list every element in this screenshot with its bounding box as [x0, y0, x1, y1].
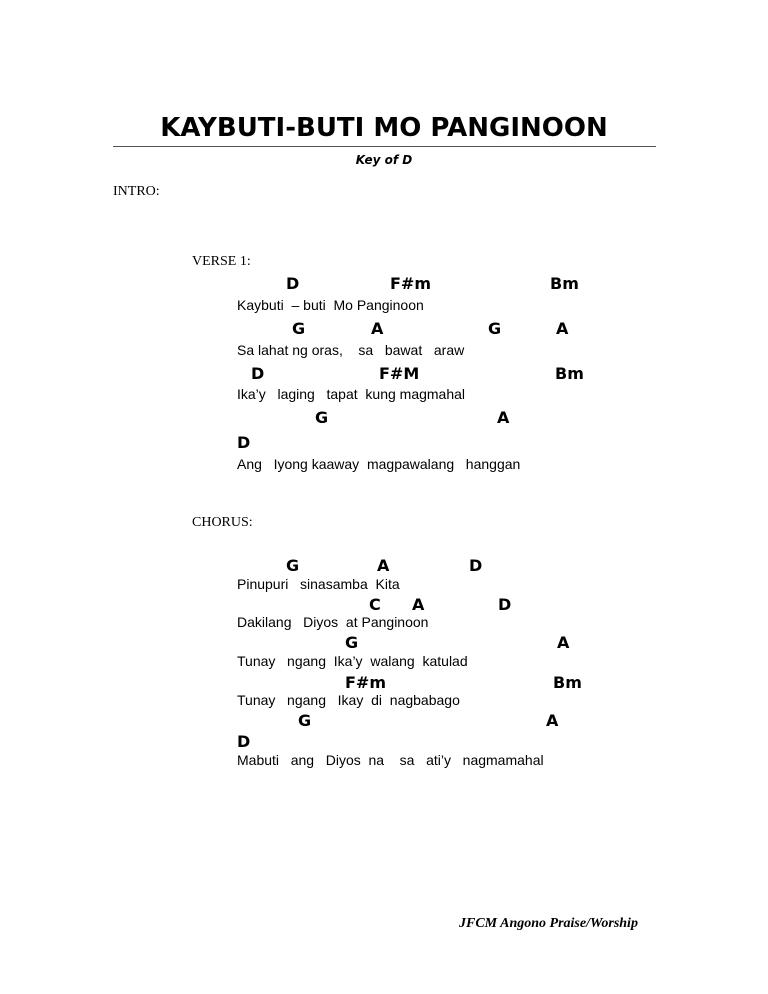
chord: G — [292, 319, 306, 338]
title-divider — [113, 146, 656, 147]
chord: Bm — [555, 364, 584, 383]
chord: G — [345, 633, 359, 652]
chord: D — [237, 732, 251, 751]
chord: F#m — [390, 274, 432, 293]
chord: Bm — [550, 274, 579, 293]
chord: A — [557, 633, 570, 652]
chord: Bm — [553, 673, 582, 692]
intro-label: INTRO: — [113, 184, 160, 199]
lyric-line: Mabuti ang Diyos na sa ati’y nagmamahal — [237, 752, 544, 768]
chord: D — [237, 433, 251, 452]
chord: D — [251, 364, 265, 383]
chord: G — [298, 711, 312, 730]
chord: F#m — [345, 673, 387, 692]
chord: A — [546, 711, 559, 730]
chord: D — [286, 274, 300, 293]
lyric-line: Pinupuri sinasamba Kita — [237, 576, 400, 592]
song-key: Key of D — [355, 153, 413, 167]
chord: G — [286, 556, 300, 575]
chord: F#M — [379, 364, 420, 383]
chord: D — [469, 556, 483, 575]
chord: A — [412, 595, 425, 614]
chord: C — [369, 595, 381, 614]
lyric-line: Sa lahat ng oras, sa bawat araw — [237, 342, 465, 358]
chord: A — [377, 556, 390, 575]
chord: A — [371, 319, 384, 338]
chord: G — [315, 408, 329, 427]
lyric-line: Ang Iyong kaaway magpawalang hanggan — [237, 456, 521, 472]
lyric-line: Kaybuti – buti Mo Panginoon — [237, 297, 424, 313]
lyric-line: Dakilang Diyos at Panginoon — [237, 614, 429, 630]
chord: G — [488, 319, 502, 338]
footer-credit: JFCM Angono Praise/Worship — [459, 916, 638, 931]
chord: A — [556, 319, 569, 338]
song-title: KAYBUTI-BUTI MO PANGINOON — [160, 113, 608, 143]
lyric-line: Tunay ngang Ika’y walang katulad — [237, 653, 468, 669]
lyric-line: Tunay ngang Ikay di nagbabago — [237, 692, 460, 708]
chord: A — [497, 408, 510, 427]
chorus-label: CHORUS: — [192, 515, 253, 530]
chord: D — [498, 595, 512, 614]
lyric-line: Ika’y laging tapat kung magmahal — [237, 386, 466, 402]
verse1-label: VERSE 1: — [192, 254, 251, 269]
